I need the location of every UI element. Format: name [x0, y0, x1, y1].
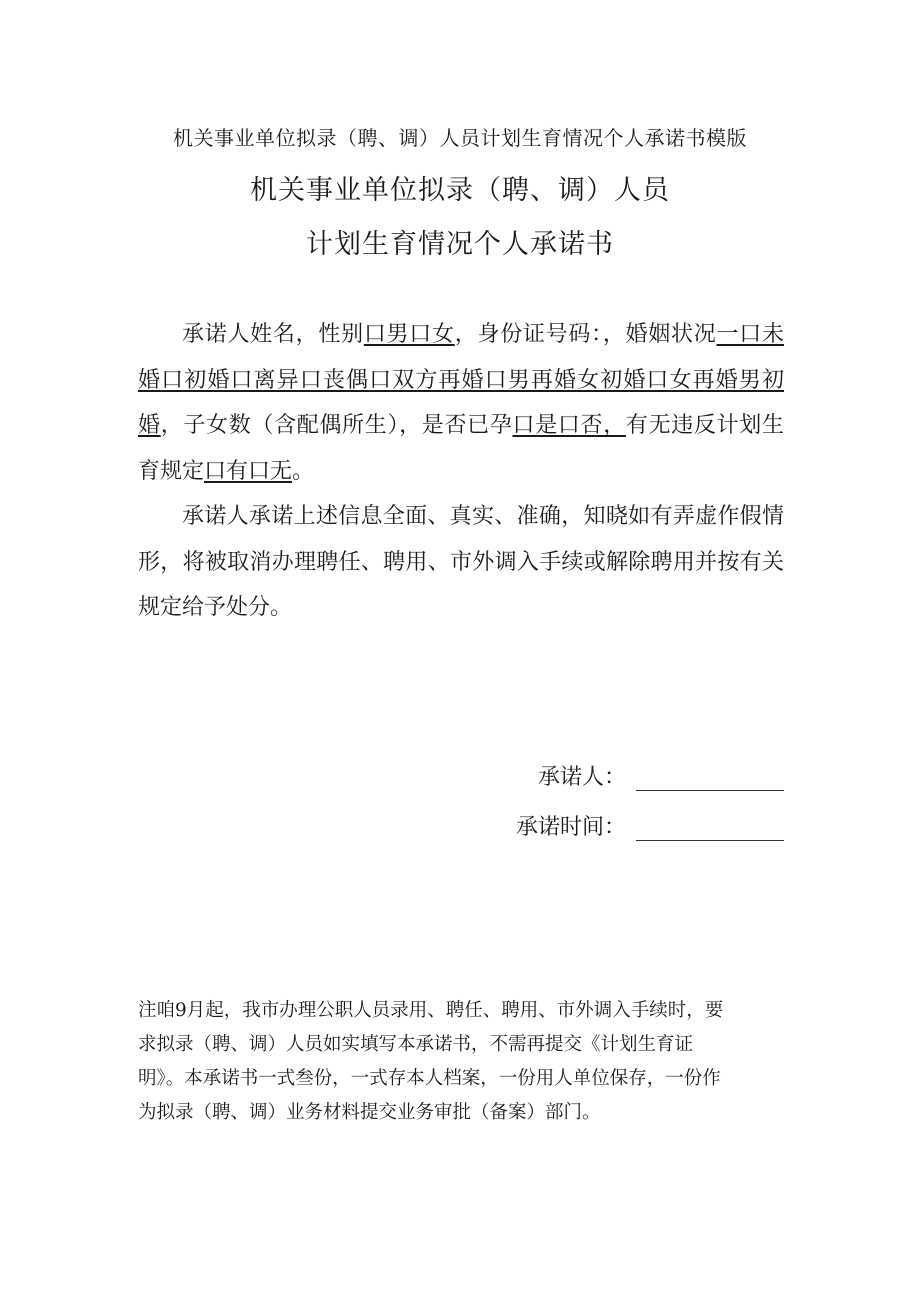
promiser-signature-row — [538, 760, 784, 791]
commitment-body — [138, 312, 784, 631]
title-line-1: 机关事业单位拟录（聘、调）人员 — [250, 175, 670, 206]
date-label: 承诺时间： — [515, 815, 626, 840]
promiser-label: 承诺人： — [537, 765, 626, 790]
footnote-line: 为拟录（聘、调）业务材料提交业务审批（备案）部门。 — [138, 1102, 601, 1123]
marital-status-options[interactable]: 一口未婚口初婚口离异口丧偶口双方再婚口男再婚女初婚口女再婚男初婚 — [138, 322, 784, 438]
date-signature-line[interactable] — [636, 818, 784, 841]
commitment-paragraph: 承诺人承诺上述信息全面、真实、准确，知晓如有弄虚作假情形，将被取消办理聘任、聘用、市外调入手续或解除聘用并按有关规定给予处分。 — [138, 504, 784, 620]
gender-options[interactable]: 口男口女 — [363, 322, 455, 347]
promiser-signature-line[interactable] — [636, 768, 784, 791]
paragraph-text: 。 — [292, 458, 315, 484]
footnote-line: 求拟录（聘、调）人员如实填写本承诺书，不需再提交《计划生育证 — [138, 1034, 694, 1055]
paragraph-text: 承诺人姓名，性别 — [182, 322, 364, 347]
pregnancy-options[interactable]: 口是口否， — [512, 413, 626, 438]
date-signature-row — [516, 810, 784, 841]
violation-options[interactable]: 口有口无 — [204, 458, 293, 484]
footnote-line: 明》。本承诺书一式叁份，一式存本人档案，一份用人单位保存，一份作 — [138, 1068, 721, 1089]
paragraph-text: ，子女数（含配偶所生），是否已孕 — [160, 413, 513, 438]
paragraph-text: ，身份证号码：，婚姻状况 — [454, 322, 717, 347]
paragraph-text: 有无违反计划生育规定 — [138, 413, 784, 484]
footnote — [138, 994, 784, 1130]
personal-info-paragraph — [138, 312, 784, 494]
footnote-line: 注咱9月起，我市办理公职人员录用、聘任、聘用、市外调入手续时，要 — [138, 1000, 724, 1021]
title-line-2: 计划生育情况个人承诺书 — [306, 229, 614, 260]
document-header: 机关事业单位拟录（聘、调）人员计划生育情况个人承诺书模版 — [173, 126, 747, 150]
